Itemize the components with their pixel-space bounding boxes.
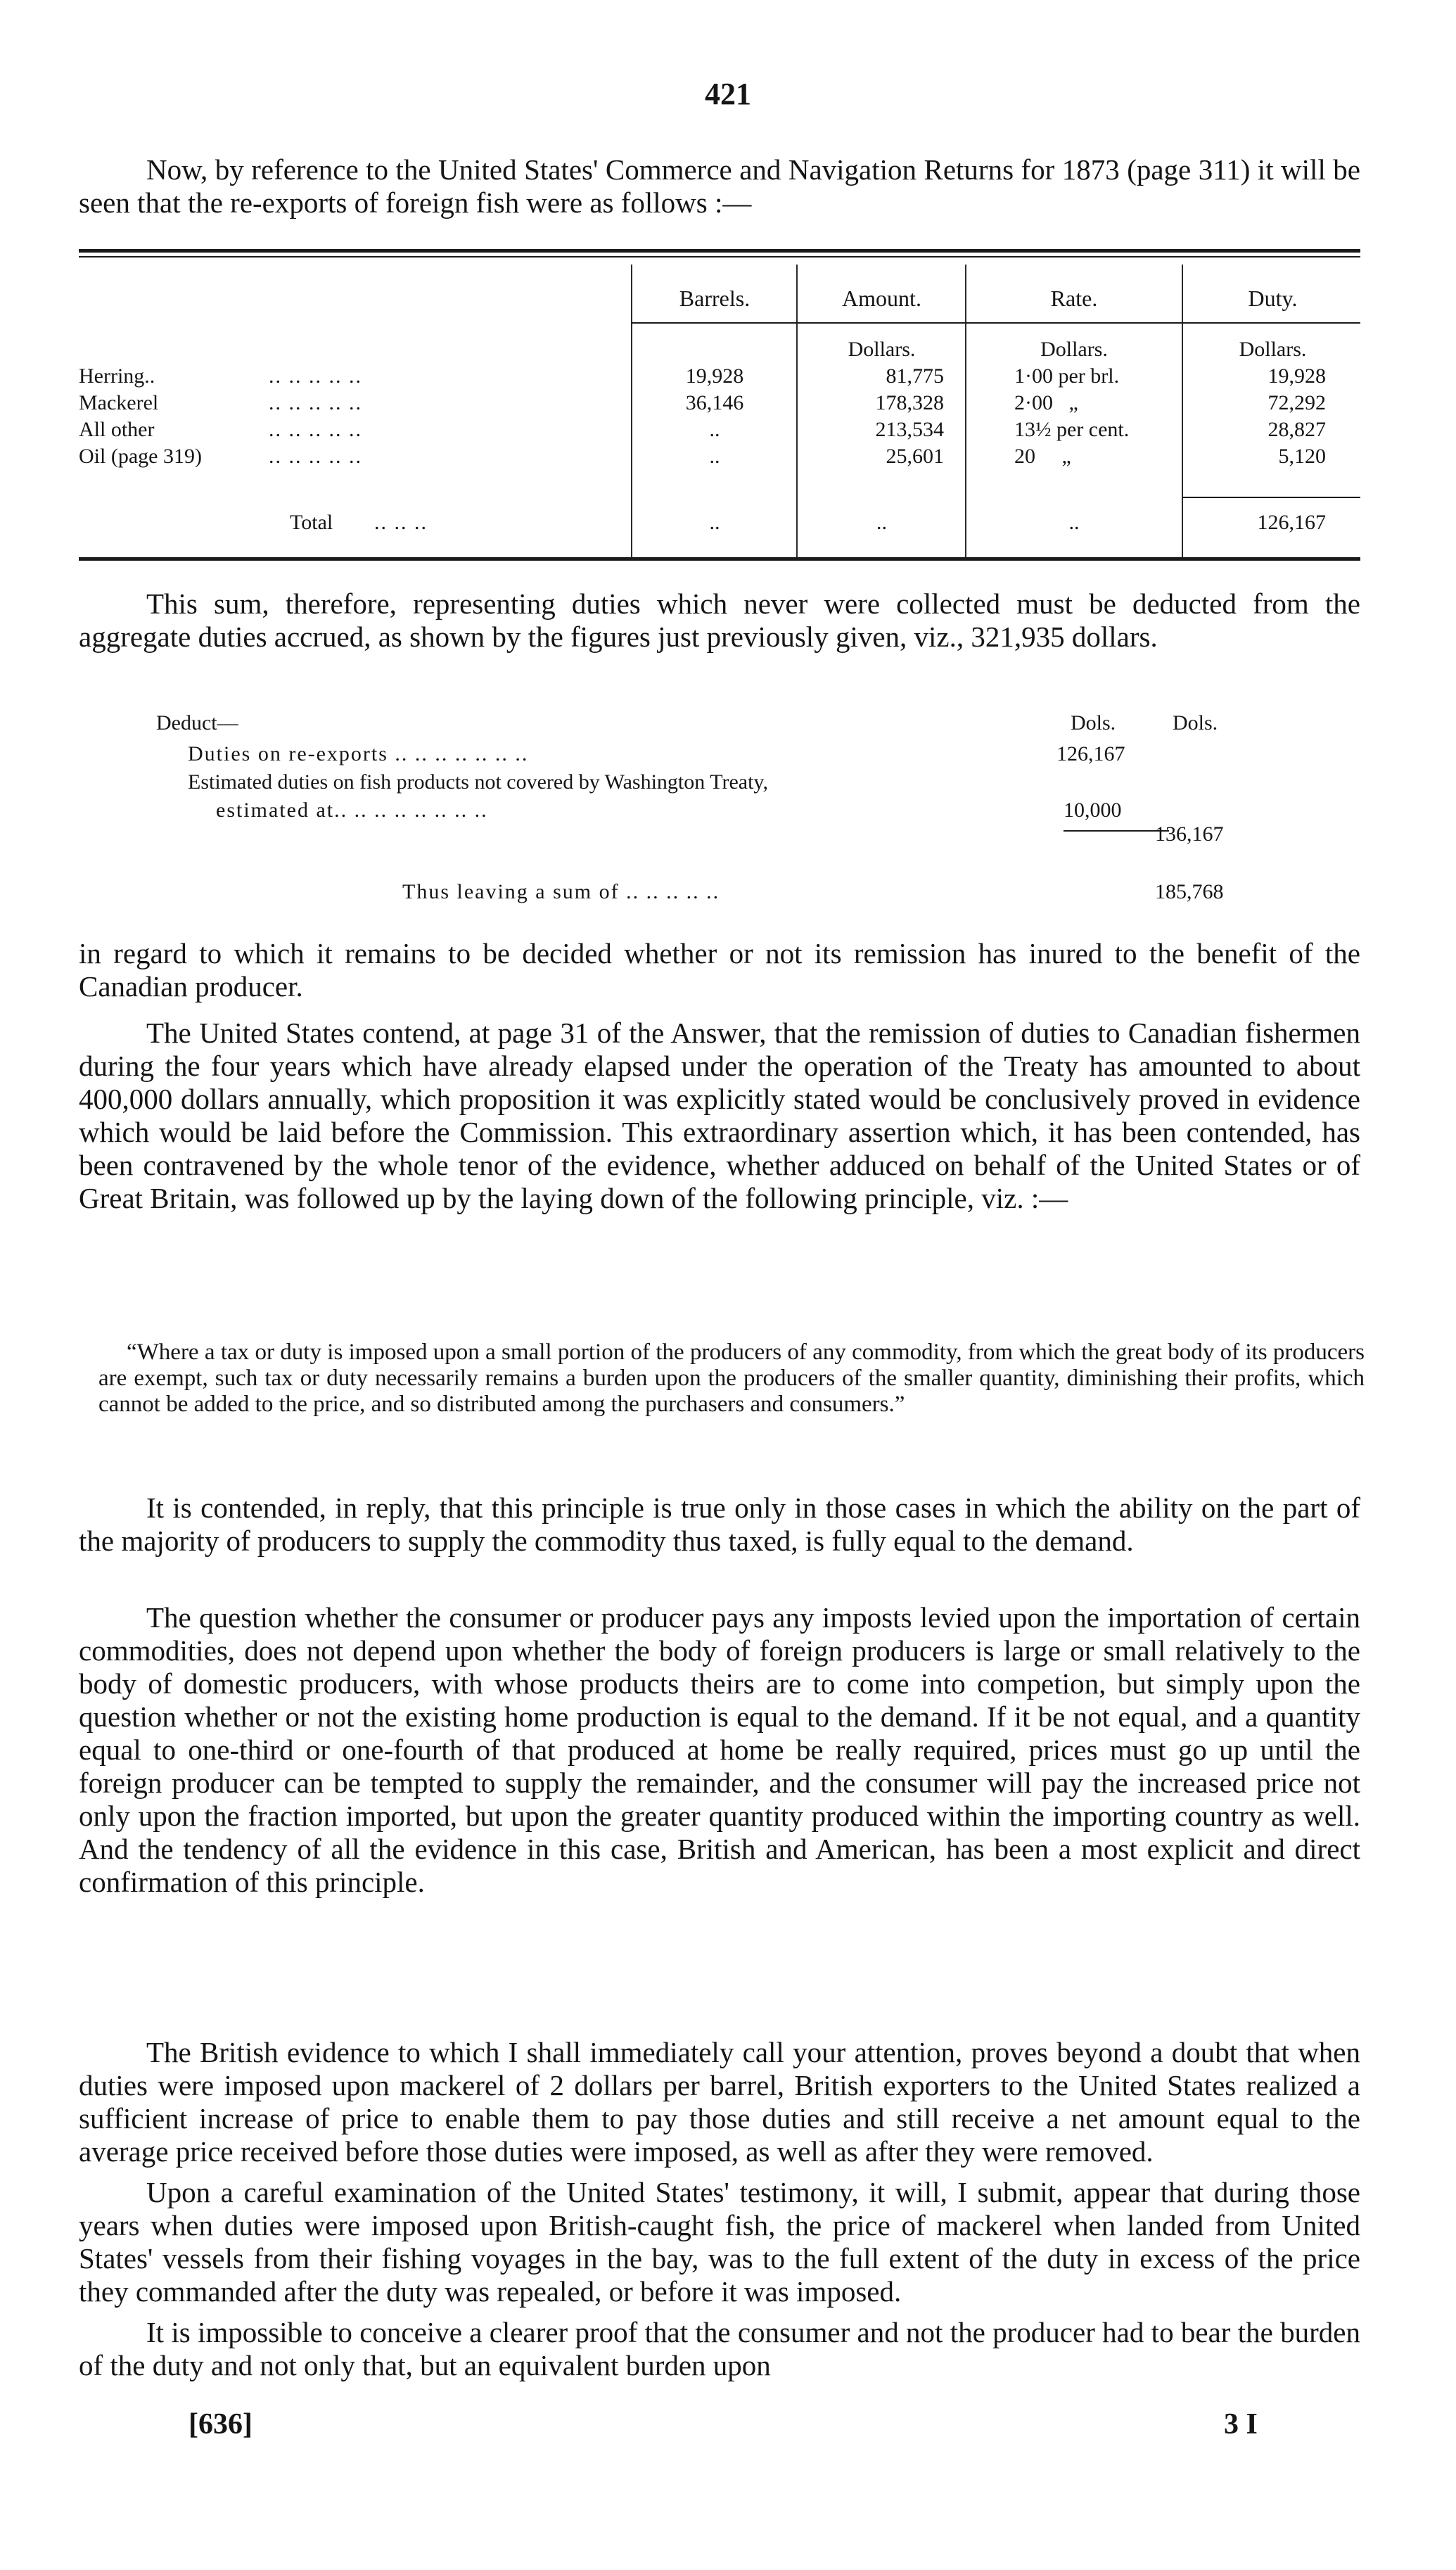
quoted-principle: “Where a tax or duty is imposed upon a small portion of the producers of any commodity, from which the great body of its producers are exempt, such tax or duty necessarily remains a burden upon the producers of the smaller quantity, diminishing their profits, which cannot be added to the price, and so distributed among the purchasers and consumers.” [98,1340,1365,1417]
row-rate: 13½ per cent. [1014,418,1130,441]
paragraph-british-evidence: The British evidence to which I shall immediately call your attention, proves beyond a doubt that when duties were imposed upon mackerel of 2 dollars per barrel, British exporters to the United States realized a sufficient increase of price to enable them to pay those duties and still receive a net amount equal to the average price received before those duties were imposed, as well as after they were removed. [79,2036,1360,2168]
total-amount: .. [876,511,887,534]
row-leader: .. .. .. .. .. [269,391,362,414]
deduct-line-estimated: Estimated duties on fish products not covered by Washington Treaty, [188,770,768,794]
row-duty: 5,120 [1278,445,1326,468]
row-amount: 25,601 [886,445,944,468]
row-barrels: .. [709,445,720,468]
paragraph-us-contend: The United States contend, at page 31 of the Answer, that the remission of duties to Canadian fishermen during the four years which have already elapsed under the operation of the Treaty has amounted to about 400,000 dollars annually, which proposition it was explicitly stated would be conclusively proved in evidence which would be laid before the Commission. This extraordinary assertion which, it has been contended, has been contravened by the whole tenor of the evidence, whether adduced on behalf of the United States or of Great Britain, was followed up by the laying down of the following principle, viz. :— [79,1017,1360,1214]
re-exports-table [79,243,1360,567]
deduct-col1-header: Dols. [1071,711,1116,734]
paragraph-us-testimony: Upon a careful examination of the United States' testimony, it will, I submit, appear that during those years when duties were imposed upon British-caught fish, the price of mackerel when landed from United States' vessels from their fishing voyages in the bay, was to the full extent of the duty in excess of the price they commanded after the duty was repealed, or before it was imposed. [79,2176,1360,2308]
row-label: All other [79,418,155,441]
row-rate: 1·00 per brl. [1014,364,1120,388]
table-bottom-rule [79,557,1360,561]
table-top-rule-inner [79,256,1360,257]
row-label: Oil (page 319) [79,445,202,468]
header-rate: Rate. [1050,286,1098,311]
total-rate: .. [1068,511,1080,534]
unit-rate: Dollars. [1040,338,1108,361]
row-leader: .. .. .. .. .. [269,445,362,468]
row-duty: 28,827 [1267,418,1326,441]
deduct-sum-rule [1064,830,1169,832]
total-barrels: .. [709,511,720,534]
row-leader: .. .. .. .. .. [269,418,362,441]
header-duty: Duty. [1248,286,1298,311]
total-duty: 126,167 [1257,511,1326,534]
deduct-title: Deduct— [156,711,238,734]
deduct-line-reexports: Duties on re-exports .. .. .. .. .. .. .. [188,742,529,765]
table-total-row [79,509,1360,537]
deduct-leaving-label: Thus leaving a sum of .. .. .. .. .. [402,880,720,903]
row-amount: 178,328 [875,391,944,414]
deduct-calculation [79,711,1360,922]
row-label: Mackerel [79,391,159,414]
row-amount: 81,775 [886,364,944,388]
deduct-reexports-value: 126,167 [1056,742,1125,765]
page-number: 421 [705,77,751,111]
deduct-leaving-value: 185,768 [1155,880,1224,903]
unit-amount: Dollars. [848,338,916,361]
header-amount: Amount. [842,286,921,311]
deduct-col2-header: Dols. [1173,711,1218,734]
total-label: Total [290,511,333,534]
paragraph-clearer-proof: It is impossible to conceive a clearer proof that the consumer and not the producer had to bear the burden of the duty and not only that, but an equivalent burden upon [79,2316,1360,2381]
footer-signature-mark: 3 I [1224,2408,1258,2441]
row-rate: 20 „ [1014,445,1071,468]
row-barrels: .. [709,418,720,441]
paragraph-sum-deducted: This sum, therefore, representing duties which never were collected must be deducted from the aggregate duties accrued, as shown by the figures just previously given, viz., 321,935 dollars. [79,587,1360,653]
paragraph-reply: It is contended, in reply, that this principle is true only in those cases in which the ability on the part of the majority of producers to supply the commodity thus taxed, is fully equal to the demand. [79,1491,1360,1557]
paragraph-inured: in regard to which it remains to be decided whether or not its remission has inured to the benefit of the Canadian producer. [79,937,1360,1003]
deduct-line-estimated-cont: estimated at.. .. .. .. .. .. .. .. [216,799,488,822]
header-barrels: Barrels. [679,286,751,311]
row-amount: 213,534 [875,418,944,441]
unit-duty: Dollars. [1239,338,1307,361]
intro-paragraph: Now, by reference to the United States' Commerce and Navigation Returns for 1873 (page 311) it will be seen that the re-exports of foreign fish were as follows :— [79,153,1360,219]
deduct-subtotal: 136,167 [1155,822,1224,846]
header-rule [631,322,1360,324]
footer-sheet-number: [636] [189,2408,253,2441]
deduct-estimated-value: 10,000 [1064,799,1122,822]
table-row [79,390,1360,416]
row-rate: 2·00 „ [1014,391,1078,414]
duty-sum-rule [1182,497,1360,498]
table-row [79,443,1360,470]
total-leader: .. .. .. [374,511,428,534]
row-duty: 19,928 [1267,364,1326,388]
row-barrels: 19,928 [685,364,744,388]
table-row [79,416,1360,443]
row-barrels: 36,146 [685,391,744,414]
table-top-rule [79,249,1360,253]
paragraph-question: The question whether the consumer or producer pays any imposts levied upon the importation of certain commodities, does not depend upon whether the body of foreign producers is large or small relatively to the body of domestic producers, with whose products theirs are to come into competion, but simply upon the question whether or not the existing home production is equal to the demand. If it be not equal, and a quantity equal to one-third or one-fourth of that produced at home be really required, prices must go up until the foreign producer can be tempted to supply the remainder, and the consumer will pay the increased price not only upon the fraction imported, but upon the greater quantity produced within the importing country as well. And the tendency of all the evidence in this case, British and American, has been a most explicit and direct confirmation of this principle. [79,1601,1360,1898]
row-leader: .. .. .. .. .. [269,364,362,388]
row-duty: 72,292 [1267,391,1326,414]
table-row [79,363,1360,390]
row-label: Herring.. [79,364,155,388]
